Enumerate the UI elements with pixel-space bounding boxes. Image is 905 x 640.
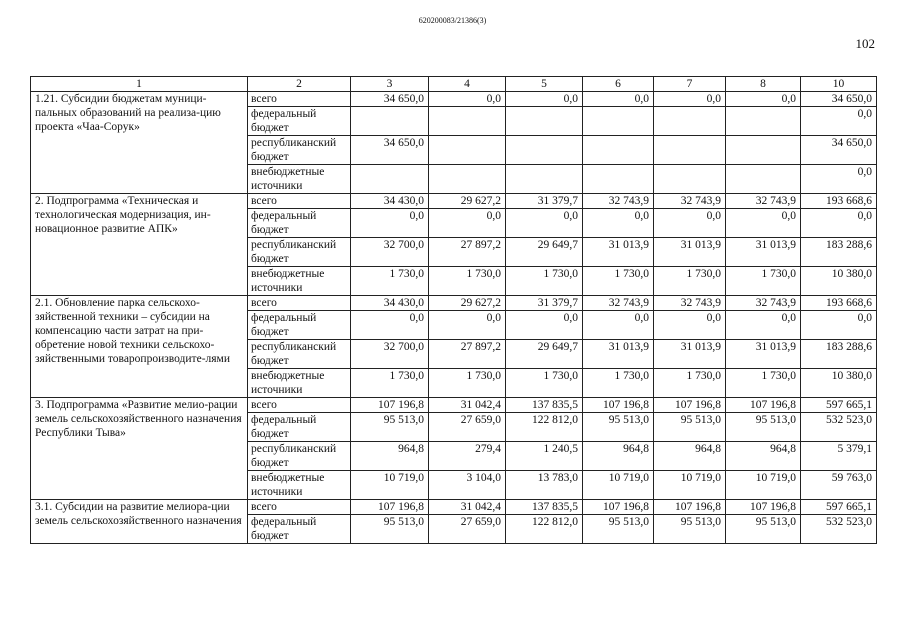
amount-cell: 1 730,0 bbox=[429, 369, 506, 398]
item-description: 1.21. Субсидии бюджетам муници-пальных образований на реализа-цию проекта «Чаа-Сорук» bbox=[31, 92, 248, 194]
amount-cell: 0,0 bbox=[429, 209, 506, 238]
funding-source: внебюджетные источники bbox=[248, 369, 351, 398]
amount-cell: 122 812,0 bbox=[506, 413, 583, 442]
amount-cell: 29 627,2 bbox=[429, 194, 506, 209]
amount-cell: 597 665,1 bbox=[801, 500, 877, 515]
funding-source: республиканский бюджет bbox=[248, 136, 351, 165]
column-header: 5 bbox=[506, 77, 583, 92]
amount-cell: 31 042,4 bbox=[429, 500, 506, 515]
amount-cell: 122 812,0 bbox=[506, 515, 583, 544]
amount-cell bbox=[506, 165, 583, 194]
amount-cell: 10 719,0 bbox=[726, 471, 801, 500]
amount-cell: 32 743,9 bbox=[583, 194, 654, 209]
funding-source: всего bbox=[248, 398, 351, 413]
amount-cell: 31 013,9 bbox=[583, 238, 654, 267]
amount-cell: 107 196,8 bbox=[583, 500, 654, 515]
amount-cell: 0,0 bbox=[506, 92, 583, 107]
amount-cell: 0,0 bbox=[726, 92, 801, 107]
amount-cell: 1 730,0 bbox=[506, 267, 583, 296]
funding-source: федеральный бюджет bbox=[248, 515, 351, 544]
amount-cell: 31 379,7 bbox=[506, 194, 583, 209]
amount-cell bbox=[429, 165, 506, 194]
table-body bbox=[31, 77, 877, 544]
funding-source: внебюджетные источники bbox=[248, 165, 351, 194]
amount-cell bbox=[351, 165, 429, 194]
amount-cell: 107 196,8 bbox=[726, 500, 801, 515]
amount-cell: 107 196,8 bbox=[351, 398, 429, 413]
amount-cell: 107 196,8 bbox=[726, 398, 801, 413]
amount-cell: 0,0 bbox=[726, 311, 801, 340]
amount-cell: 27 897,2 bbox=[429, 340, 506, 369]
amount-cell: 0,0 bbox=[801, 165, 877, 194]
amount-cell: 32 743,9 bbox=[583, 296, 654, 311]
amount-cell: 597 665,1 bbox=[801, 398, 877, 413]
amount-cell: 0,0 bbox=[583, 311, 654, 340]
item-description: 3. Подпрограмма «Развитие мелио-рации земель сельскохозяйственного назначения Республики Тыва» bbox=[31, 398, 248, 500]
amount-cell: 279,4 bbox=[429, 442, 506, 471]
column-header: 10 bbox=[801, 77, 877, 92]
amount-cell: 0,0 bbox=[801, 107, 877, 136]
amount-cell: 32 743,9 bbox=[726, 194, 801, 209]
amount-cell: 0,0 bbox=[583, 209, 654, 238]
page-number: 102 bbox=[855, 36, 875, 51]
header-row bbox=[31, 77, 877, 92]
amount-cell: 0,0 bbox=[351, 311, 429, 340]
amount-cell: 32 743,9 bbox=[726, 296, 801, 311]
amount-cell: 95 513,0 bbox=[351, 413, 429, 442]
amount-cell: 95 513,0 bbox=[654, 413, 726, 442]
item-description: 3.1. Субсидии на развитие мелиора-ции земель сельскохозяйственного назначения bbox=[31, 500, 248, 544]
amount-cell: 1 730,0 bbox=[506, 369, 583, 398]
amount-cell: 1 730,0 bbox=[654, 369, 726, 398]
amount-cell: 107 196,8 bbox=[351, 500, 429, 515]
amount-cell: 95 513,0 bbox=[583, 413, 654, 442]
amount-cell: 1 730,0 bbox=[654, 267, 726, 296]
amount-cell: 964,8 bbox=[351, 442, 429, 471]
column-header: 6 bbox=[583, 77, 654, 92]
amount-cell: 34 650,0 bbox=[351, 136, 429, 165]
item-description: 2.1. Обновление парка сельскохо-зяйственной техники – субсидии на компенсацию части затрат на при-обретение новой техники сельскохо-зяйственными товаропроизводите-лями bbox=[31, 296, 248, 398]
column-header: 8 bbox=[726, 77, 801, 92]
amount-cell: 107 196,8 bbox=[654, 500, 726, 515]
amount-cell bbox=[583, 107, 654, 136]
amount-cell: 10 719,0 bbox=[583, 471, 654, 500]
funding-source: федеральный бюджет bbox=[248, 107, 351, 136]
amount-cell: 34 430,0 bbox=[351, 194, 429, 209]
amount-cell: 0,0 bbox=[583, 92, 654, 107]
amount-cell: 10 719,0 bbox=[654, 471, 726, 500]
amount-cell: 32 700,0 bbox=[351, 340, 429, 369]
amount-cell: 0,0 bbox=[654, 311, 726, 340]
amount-cell: 32 743,9 bbox=[654, 296, 726, 311]
amount-cell bbox=[506, 136, 583, 165]
amount-cell: 0,0 bbox=[654, 209, 726, 238]
amount-cell bbox=[654, 136, 726, 165]
amount-cell: 31 013,9 bbox=[583, 340, 654, 369]
item-description: 2. Подпрограмма «Техническая и технологическая модернизация, ин-новационное развитие АПК» bbox=[31, 194, 248, 296]
column-header: 2 bbox=[248, 77, 351, 92]
amount-cell: 1 240,5 bbox=[506, 442, 583, 471]
amount-cell: 183 288,6 bbox=[801, 238, 877, 267]
amount-cell: 34 430,0 bbox=[351, 296, 429, 311]
amount-cell: 0,0 bbox=[726, 209, 801, 238]
funding-source: всего bbox=[248, 296, 351, 311]
amount-cell: 32 700,0 bbox=[351, 238, 429, 267]
funding-source: внебюджетные источники bbox=[248, 267, 351, 296]
amount-cell: 137 835,5 bbox=[506, 500, 583, 515]
amount-cell: 0,0 bbox=[654, 92, 726, 107]
amount-cell: 1 730,0 bbox=[583, 369, 654, 398]
funding-source: всего bbox=[248, 194, 351, 209]
budget-table bbox=[30, 76, 877, 544]
column-header: 3 bbox=[351, 77, 429, 92]
amount-cell: 31 013,9 bbox=[726, 238, 801, 267]
amount-cell: 13 783,0 bbox=[506, 471, 583, 500]
amount-cell: 34 650,0 bbox=[351, 92, 429, 107]
amount-cell: 1 730,0 bbox=[726, 267, 801, 296]
amount-cell: 29 649,7 bbox=[506, 340, 583, 369]
amount-cell: 1 730,0 bbox=[351, 369, 429, 398]
amount-cell bbox=[429, 107, 506, 136]
funding-source: федеральный бюджет bbox=[248, 311, 351, 340]
amount-cell: 95 513,0 bbox=[351, 515, 429, 544]
amount-cell: 193 668,6 bbox=[801, 194, 877, 209]
funding-source: республиканский бюджет bbox=[248, 238, 351, 267]
amount-cell: 95 513,0 bbox=[583, 515, 654, 544]
table-row bbox=[31, 194, 877, 209]
amount-cell: 0,0 bbox=[506, 311, 583, 340]
amount-cell: 10 719,0 bbox=[351, 471, 429, 500]
amount-cell: 0,0 bbox=[429, 92, 506, 107]
funding-source: внебюджетные источники bbox=[248, 471, 351, 500]
amount-cell: 10 380,0 bbox=[801, 369, 877, 398]
document-id: 620200083/21386(3) bbox=[418, 16, 487, 25]
amount-cell: 59 763,0 bbox=[801, 471, 877, 500]
funding-source: федеральный бюджет bbox=[248, 209, 351, 238]
amount-cell: 34 650,0 bbox=[801, 136, 877, 165]
table-row bbox=[31, 500, 877, 515]
column-header: 7 bbox=[654, 77, 726, 92]
amount-cell: 964,8 bbox=[726, 442, 801, 471]
amount-cell: 1 730,0 bbox=[351, 267, 429, 296]
column-header: 4 bbox=[429, 77, 506, 92]
amount-cell: 193 668,6 bbox=[801, 296, 877, 311]
amount-cell: 29 649,7 bbox=[506, 238, 583, 267]
amount-cell: 964,8 bbox=[654, 442, 726, 471]
amount-cell: 31 379,7 bbox=[506, 296, 583, 311]
amount-cell: 31 013,9 bbox=[654, 238, 726, 267]
amount-cell: 32 743,9 bbox=[654, 194, 726, 209]
funding-source: всего bbox=[248, 500, 351, 515]
amount-cell: 183 288,6 bbox=[801, 340, 877, 369]
amount-cell: 5 379,1 bbox=[801, 442, 877, 471]
amount-cell: 137 835,5 bbox=[506, 398, 583, 413]
amount-cell: 107 196,8 bbox=[654, 398, 726, 413]
amount-cell: 95 513,0 bbox=[654, 515, 726, 544]
amount-cell bbox=[429, 136, 506, 165]
funding-source: федеральный бюджет bbox=[248, 413, 351, 442]
table-row bbox=[31, 92, 877, 107]
amount-cell: 0,0 bbox=[801, 209, 877, 238]
amount-cell bbox=[351, 107, 429, 136]
amount-cell: 0,0 bbox=[801, 311, 877, 340]
funding-source: республиканский бюджет bbox=[248, 340, 351, 369]
amount-cell bbox=[726, 136, 801, 165]
amount-cell: 29 627,2 bbox=[429, 296, 506, 311]
amount-cell bbox=[583, 136, 654, 165]
amount-cell bbox=[726, 107, 801, 136]
amount-cell bbox=[726, 165, 801, 194]
column-header: 1 bbox=[31, 77, 248, 92]
table-row bbox=[31, 296, 877, 311]
funding-source: республиканский бюджет bbox=[248, 442, 351, 471]
amount-cell: 3 104,0 bbox=[429, 471, 506, 500]
table-row bbox=[31, 398, 877, 413]
amount-cell: 95 513,0 bbox=[726, 413, 801, 442]
amount-cell: 1 730,0 bbox=[583, 267, 654, 296]
amount-cell: 1 730,0 bbox=[726, 369, 801, 398]
amount-cell: 532 523,0 bbox=[801, 515, 877, 544]
amount-cell: 532 523,0 bbox=[801, 413, 877, 442]
amount-cell: 1 730,0 bbox=[429, 267, 506, 296]
amount-cell: 107 196,8 bbox=[583, 398, 654, 413]
amount-cell: 0,0 bbox=[506, 209, 583, 238]
amount-cell: 964,8 bbox=[583, 442, 654, 471]
amount-cell: 27 659,0 bbox=[429, 413, 506, 442]
amount-cell bbox=[654, 165, 726, 194]
amount-cell: 34 650,0 bbox=[801, 92, 877, 107]
funding-source: всего bbox=[248, 92, 351, 107]
amount-cell: 10 380,0 bbox=[801, 267, 877, 296]
amount-cell: 31 013,9 bbox=[654, 340, 726, 369]
amount-cell: 0,0 bbox=[351, 209, 429, 238]
amount-cell: 27 897,2 bbox=[429, 238, 506, 267]
amount-cell bbox=[583, 165, 654, 194]
amount-cell bbox=[654, 107, 726, 136]
amount-cell: 95 513,0 bbox=[726, 515, 801, 544]
amount-cell: 0,0 bbox=[429, 311, 506, 340]
amount-cell: 31 013,9 bbox=[726, 340, 801, 369]
amount-cell: 31 042,4 bbox=[429, 398, 506, 413]
amount-cell bbox=[506, 107, 583, 136]
amount-cell: 27 659,0 bbox=[429, 515, 506, 544]
